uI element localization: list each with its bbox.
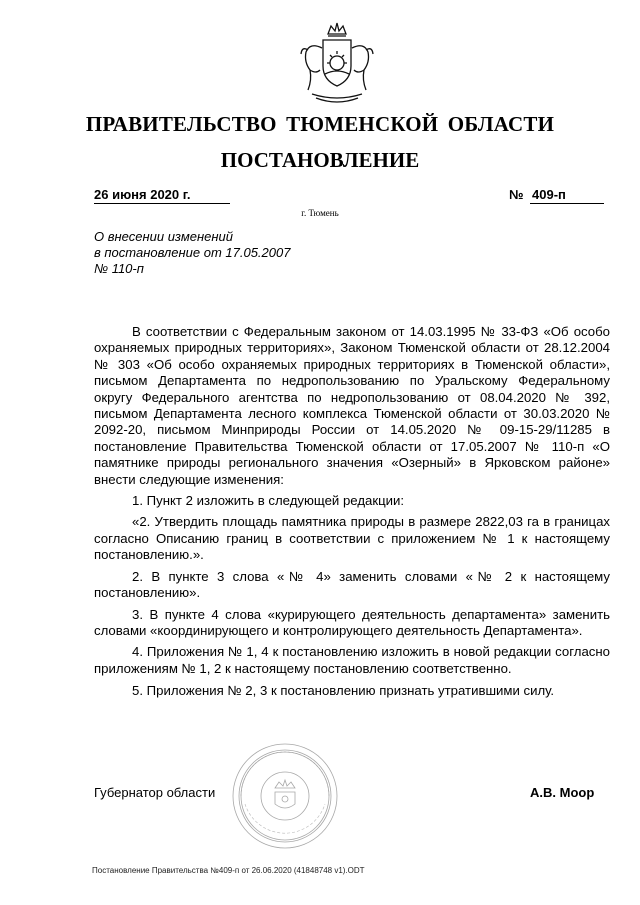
document-subject <box>94 229 290 277</box>
document-number: 409-п <box>530 187 604 204</box>
official-seal-stamp <box>231 742 339 850</box>
document-type-title: ПОСТАНОВЛЕНИЕ <box>220 148 420 172</box>
item-3-paragraph: 3. В пункте 4 слова «курирующего деятельность департамента» заменить словами «координирующего и контролирующего деятельность Департамента». <box>94 606 610 638</box>
coat-of-arms-emblem <box>298 20 376 106</box>
subject-line: в постановление от 17.05.2007 <box>94 245 291 260</box>
item-5-paragraph: 5. Приложения № 2, 3 к постановлению признать утратившими силу. <box>132 683 555 699</box>
preamble-paragraph: В соответствии с Федеральным законом от 14.03.1995 № 33-ФЗ «Об особо охраняемых природных территориях», Законом Тюменской области от 28.12.2004 № 303 «Об особо охраняемых природных территориях в Тюменской области», письмом Департамента по недропользованию по Уральскому Федеральному округу Федерального агентства по недропользованию от 08.04.2020 № 392, письмом Департамента лесного комплекса Тюменской области от 30.03.2020 № 2092-20, письмом Минприроды России от 14.05.2020 № 09-15-29/11285 в постановление Правительства Тюменской области от 17.05.2007 № 110-п «О памятнике природы регионального значения «Озерный» в Ярковском районе» внести следующие изменения: <box>94 324 610 487</box>
document-body <box>94 324 610 700</box>
document-date: 26 июня 2020 г. <box>94 187 230 204</box>
document-footer: Постановление Правительства №409-п от 26.06.2020 (41848748 v1).ODT <box>92 866 365 875</box>
item-4-paragraph: 4. Приложения № 1, 4 к постановлению изложить в новой редакции согласно приложениям № 1, 2 к настоящему постановлению соответственно. <box>94 644 610 676</box>
item-1-paragraph: 1. Пункт 2 изложить в следующей редакции: <box>132 493 405 509</box>
signer-position: Губернатор области <box>94 785 216 800</box>
signer-name: А.В. Моор <box>530 785 595 800</box>
item-1-quote-paragraph: «2. Утвердить площадь памятника природы в размере 2822,03 га в границах согласно Описанию границ в соответствии с приложением № 1 к настоящему постановлению.». <box>94 514 610 563</box>
number-sign: № <box>509 187 524 202</box>
subject-line: О внесении изменений <box>94 229 233 244</box>
subject-line: № 110-п <box>94 261 144 276</box>
city-label: г. Тюмень <box>301 208 339 218</box>
item-2-paragraph: 2. В пункте 3 слова «№ 4» заменить словами «№ 2 к настоящему постановлению». <box>94 568 610 601</box>
government-title: ПРАВИТЕЛЬСТВО ТЮМЕНСКОЙ ОБЛАСТИ <box>85 112 555 136</box>
